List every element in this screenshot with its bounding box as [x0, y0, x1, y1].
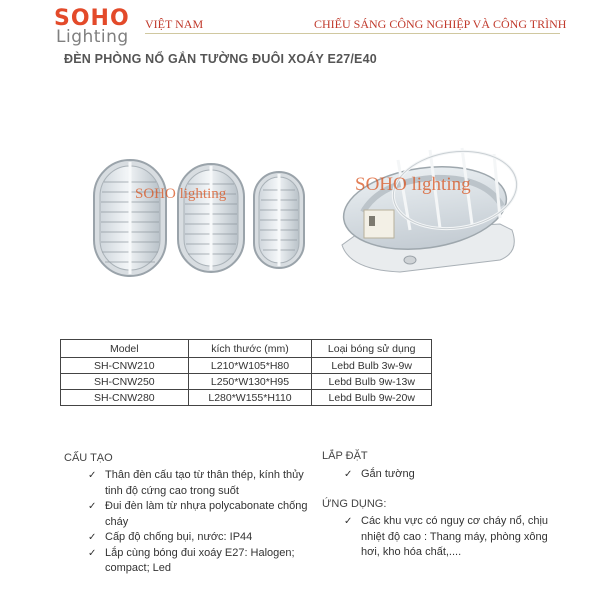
- table-header-row: [61, 340, 432, 358]
- cell-size: L210*W105*H80: [188, 358, 312, 374]
- list-item: ✓ Đui đèn làm từ nhựa polycabonate chống cháy: [88, 500, 308, 528]
- check-icon: ✓: [88, 547, 97, 559]
- logo-brand: SOHO: [54, 6, 130, 31]
- check-icon: ✓: [88, 532, 97, 543]
- watermark-left: SOHO lighting: [135, 186, 227, 202]
- page-title: ĐÈN PHÒNG NỔ GẮN TƯỜNG ĐUÔI XOÁY E27/E40: [64, 52, 377, 66]
- check-icon: ✓: [344, 516, 353, 527]
- check-icon: ✓: [344, 469, 353, 480]
- cell-size: L280*W155*H110: [188, 390, 312, 406]
- header-bulb: Loại bóng sử dụng: [312, 340, 432, 358]
- list-item: ✓ Cấp độ chống bụi, nước: IP44: [88, 530, 313, 546]
- list-item: ✓ Thân đèn cấu tạo từ thân thép, kính thủy tinh độ cứng cao trong suốt: [88, 469, 304, 497]
- list-item: ✓ Gắn tường: [344, 467, 564, 483]
- cell-bulb: Lebd Bulb 9w-13w: [312, 374, 432, 390]
- application-list: [344, 514, 569, 561]
- lamp-medium: [178, 164, 244, 272]
- installation-title: LẮP ĐẶT: [322, 450, 368, 462]
- list-item: ✓ Các khu vực có nguy cơ cháy nổ, chịu nhiệt độ cao : Thang máy, phòng xông hơi, kho hóa chất,....: [344, 515, 548, 558]
- spec-table: [60, 339, 432, 406]
- installation-list: [344, 467, 564, 483]
- table-row: [61, 358, 432, 374]
- table-row: [61, 390, 432, 406]
- header-region: VIỆT NAM: [145, 17, 204, 31]
- header-model: Model: [61, 340, 189, 358]
- logo-sub: Lighting: [56, 27, 129, 47]
- table-row: [61, 374, 432, 390]
- cell-model: SH-CNW210: [61, 358, 189, 374]
- cell-model: SH-CNW250: [61, 374, 189, 390]
- cell-model: SH-CNW280: [61, 390, 189, 406]
- application-title: ỨNG DỤNG:: [322, 498, 387, 510]
- check-icon: ✓: [88, 501, 97, 512]
- soho-logo: [54, 6, 144, 48]
- cell-bulb: Lebd Bulb 3w-9w: [312, 358, 432, 374]
- lamp-small: [254, 172, 304, 268]
- check-icon: ✓: [88, 470, 97, 481]
- lamp-open-with-cage: [338, 144, 521, 272]
- cell-size: L250*W130*H95: [188, 374, 312, 390]
- header-divider: [145, 33, 560, 34]
- structure-title: CẤU TẠO: [64, 452, 113, 464]
- header-tagline: CHIẾU SÁNG CÔNG NGHIỆP VÀ CÔNG TRÌNH: [314, 17, 567, 31]
- cell-bulb: Lebd Bulb 9w-20w: [312, 390, 432, 406]
- structure-list: [88, 468, 313, 577]
- header-size: kích thước (mm): [188, 340, 312, 358]
- list-item: ✓ Lắp cùng bóng đui xoáy E27: Halogen; compact; Led: [88, 546, 295, 574]
- lamp-large: [94, 160, 166, 276]
- watermark-right: SOHO lighting: [355, 174, 471, 195]
